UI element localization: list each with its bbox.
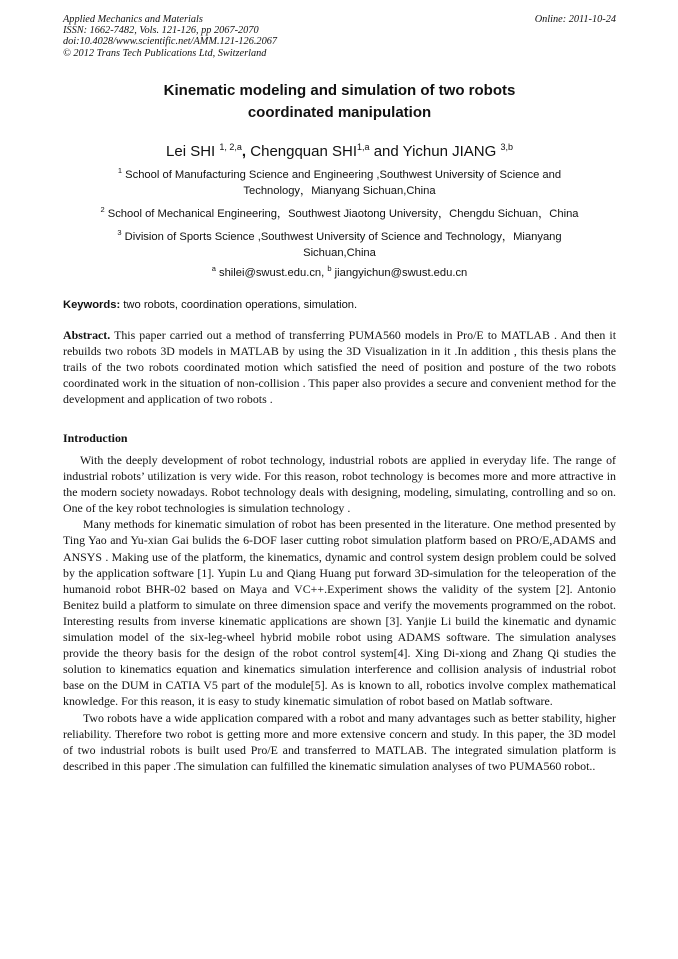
paragraph: With the deeply development of robot technology, industrial robots are applied in everyday life. The range of industrial robots’ utilization is very wide. For this reason, robot technology is becomes more and more attractive in the modern society nowadays. Robot technology deals with designing, modeling, simulating, controlling and so on. One of the key robot technologies is simulation technology . <box>63 453 616 516</box>
abstract <box>63 327 616 407</box>
affiliation-3 <box>63 225 616 261</box>
journal-name: Applied Mechanics and Materials <box>63 14 203 25</box>
email-mark: a <box>211 264 216 273</box>
author-name: Yichun JIANG <box>402 143 497 160</box>
abstract-label: Abstract. <box>63 328 111 342</box>
title-line-2: coordinated manipulation <box>247 104 432 121</box>
doi-line: doi:10.4028/www.scientific.net/AMM.121-126.2067 <box>63 36 278 48</box>
paper-title <box>63 80 616 124</box>
introduction-body <box>63 452 616 774</box>
author-separator: , <box>241 143 251 160</box>
online-date: Online: 2011-10-24 <box>534 14 616 25</box>
copyright-line: © 2012 Trans Tech Publications Ltd, Switzerland <box>63 47 267 59</box>
journal-header <box>63 14 616 59</box>
email-line <box>63 261 616 281</box>
author-affiliation-mark: 1, 2,a <box>219 142 242 152</box>
section-heading: Introduction <box>63 431 128 445</box>
affiliation-number: 1 <box>117 166 123 175</box>
email-mark: b <box>327 264 332 273</box>
affiliation-text: School of Mechanical Engineering，Southwest Jiaotong University，Chengdu Sichuan，China <box>107 208 579 220</box>
affiliation-text: Division of Sports Science ,Southwest University of Science and Technology，Mianyang <box>124 231 562 243</box>
affiliation-2 <box>63 202 616 222</box>
paragraph: Two robots have a wide application compared with a robot and many advantages such as better stability, higher reliability. Therefore two robot is getting more and more extensive concern and study. In this paper, the 3D model of two industrial robots is built used Pro/E and transferred to MATLAB. The integrated simulation platform is described in this paper .The simulation can fulfilled the kinematic simulation analyses of two PUMA560 robot.. <box>63 710 616 773</box>
email-address: jiangyichun@swust.edu.cn <box>334 267 468 279</box>
affiliation-text: Technology，Mianyang Sichuan,China <box>243 185 436 197</box>
paragraph: Many methods for kinematic simulation of robot has been presented in the literature. One method presented by Ting Yao and Yu-xian Gai bulids the 6-DOF laser cutting robot simulation platform based on PRO/E,ADAMS and ANSYS . Making use of the platform, the kinematics, dynamic and control system design problem could be solved by the application software [1]. Yupin Lu and Qiang Huang put forward 3D-simulation for the teleoperation of the humanoid robot BHR-02 based on Maya and VC++.Experiment shows the validity of the system [2]. Antonio Benitez build a platform to simulate on three dimension space and verify the movements programmed on the robot. Interesting results from inverse kinematic applications are shown [3]. Yanjie Li build the kinematic and dynamic simulation model of the six-leg-wheel hybrid mobile robot using ADAMS software. The simulation analyses provide the theory basis for the design of the robot control system[4]. Xing Di-xiong and Zhang Qi studies the solution to kinematics equation and kinematics simulation interference and collision analysis of industrial robot base on the DUM in CATIA V5 part of the module[5]. As is known to all, robotics involve complex mathematical knowledge. For this reason, it is easy to study kinematic simulation of robot based on Matlab software. <box>63 517 616 709</box>
affiliation-text: Sichuan,China <box>303 247 376 259</box>
issn-line: ISSN: 1662-7482, Vols. 121-126, pp 2067-2070 <box>63 25 259 37</box>
affiliation-number: 3 <box>117 228 122 237</box>
author-list <box>63 137 616 162</box>
author-separator: and <box>369 143 403 160</box>
affiliation-number: 2 <box>100 205 105 214</box>
email-address: shilei@swust.edu.cn, <box>218 267 328 279</box>
affiliation-1 <box>63 163 616 199</box>
keywords <box>63 297 616 313</box>
affiliation-text: School of Manufacturing Science and Engineering ,Southwest University of Science and <box>125 169 562 181</box>
author-name: Chengquan SHI <box>250 143 358 160</box>
title-line-1: Kinematic modeling and simulation of two robots <box>163 82 516 99</box>
keywords-label: Keywords: <box>63 299 121 311</box>
abstract-text: This paper carried out a method of transferring PUMA560 models in Pro/E to MATLAB . And then it rebuilds two robots 3D models in MATLAB by using the 3D Visualization in it .In addition , this thesis plans the trails of the two robots coordinated motion which satisfied the need of position and posture of the two robots coordinated work in the situation of non-collision . This paper also provides a secure and convenient method for the development and application of two robots . <box>63 328 616 407</box>
keywords-text: two robots, coordination operations, simulation. <box>120 299 358 311</box>
author-affiliation-mark: 1,a <box>357 142 370 152</box>
author-affiliation-mark: 3,b <box>500 142 513 152</box>
author-name: Lei SHI <box>166 143 216 160</box>
